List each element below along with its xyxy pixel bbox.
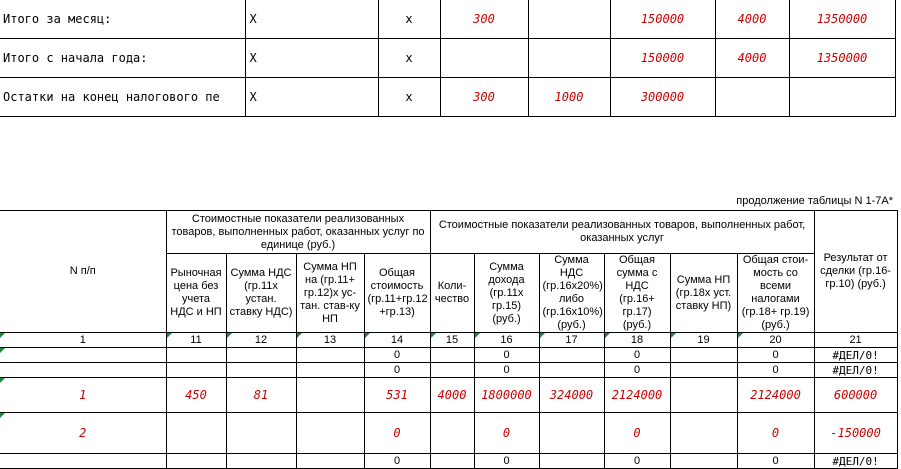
header-col-15[interactable]: Коли-чество (430, 254, 474, 333)
cell-value[interactable]: 4000 (715, 0, 789, 39)
cell-21[interactable]: -150000 (814, 413, 897, 454)
cell-value[interactable]: 150000 (610, 39, 715, 78)
header-result[interactable]: Результат от сделки (гр.16-гр.10) (руб.) (814, 211, 897, 333)
table-row (0, 378, 897, 413)
cell-value[interactable] (440, 39, 528, 78)
cell-21[interactable]: #ДЕЛ/0! (814, 363, 897, 378)
header-col-14[interactable]: Общая стоимость (гр.11+гр.12 +гр.13) (364, 254, 430, 333)
header-col-12[interactable]: Сумма НДС (гр.11х устан. ставку НДС) (226, 254, 296, 333)
cell-value[interactable] (528, 0, 610, 39)
cell-18[interactable]: 0 (604, 363, 670, 378)
cell-11[interactable] (166, 348, 226, 363)
col-number[interactable]: 17 (539, 333, 604, 348)
cell-20[interactable]: 0 (737, 348, 814, 363)
cell-x[interactable]: x (378, 78, 440, 117)
header-col-11[interactable]: Рыночная цена без учета НДС и НП (166, 254, 226, 333)
cell-value[interactable]: 150000 (610, 0, 715, 39)
cell-16[interactable]: 0 (474, 454, 539, 469)
header-row-groups (0, 211, 897, 254)
cell-15[interactable] (430, 454, 474, 469)
col-number[interactable]: 18 (604, 333, 670, 348)
cell-14[interactable]: 0 (364, 363, 430, 378)
cell-17[interactable] (539, 363, 604, 378)
cell-x[interactable]: X (245, 78, 378, 117)
cell-13[interactable] (296, 378, 364, 413)
cell-14[interactable]: 0 (364, 348, 430, 363)
col-number[interactable]: 1 (0, 333, 166, 348)
summary-row-balance (0, 78, 895, 117)
header-col-20[interactable]: Общая стои-мость со всеми налогами (гр.18+ гр.19) (руб.) (737, 254, 814, 333)
header-col-18[interactable]: Общая сумма с НДС (гр.16+ гр.17) (руб.) (604, 254, 670, 333)
cell-x[interactable]: X (245, 0, 378, 39)
cell-value[interactable] (789, 78, 895, 117)
cell-value[interactable]: 4000 (715, 39, 789, 78)
cell-15[interactable]: 4000 (430, 378, 474, 413)
cell-12[interactable] (226, 363, 296, 378)
cell-14[interactable]: 0 (364, 413, 430, 454)
cell-14[interactable]: 531 (364, 378, 430, 413)
header-npp[interactable]: N п/п (0, 211, 166, 333)
cell-18[interactable]: 0 (604, 413, 670, 454)
cell-13[interactable] (296, 454, 364, 469)
cell-16[interactable]: 0 (474, 413, 539, 454)
cell-20[interactable]: 0 (737, 363, 814, 378)
cell-13[interactable] (296, 348, 364, 363)
cell-14[interactable]: 0 (364, 454, 430, 469)
cell-18[interactable]: 0 (604, 454, 670, 469)
cell-n[interactable]: 2 (0, 413, 166, 454)
cell-12[interactable] (226, 454, 296, 469)
col-number[interactable]: 19 (670, 333, 737, 348)
table-continuation-note[interactable]: продолжение таблицы N 1-7А* (736, 195, 893, 207)
cell-20[interactable]: 0 (737, 413, 814, 454)
cell-n[interactable] (0, 454, 166, 469)
cell-12[interactable] (226, 348, 296, 363)
column-number-row (0, 333, 897, 348)
col-number[interactable]: 13 (296, 333, 364, 348)
col-number[interactable]: 11 (166, 333, 226, 348)
cell-20[interactable]: 2124000 (737, 378, 814, 413)
cell-20[interactable]: 0 (737, 454, 814, 469)
cell-21[interactable]: 600000 (814, 378, 897, 413)
cell-17[interactable]: 324000 (539, 378, 604, 413)
cell-value[interactable]: 300 (440, 0, 528, 39)
cell-16[interactable]: 0 (474, 363, 539, 378)
cell-value[interactable] (528, 39, 610, 78)
table-row (0, 348, 897, 363)
summary-table (0, 0, 896, 117)
cell-value[interactable]: 1350000 (789, 0, 895, 39)
cell-11[interactable] (166, 413, 226, 454)
cell-value[interactable]: 1350000 (789, 39, 895, 78)
cell-value[interactable]: 1000 (528, 78, 610, 117)
cell-x[interactable]: x (378, 0, 440, 39)
cell-n[interactable]: 1 (0, 378, 166, 413)
cell-x[interactable]: X (245, 39, 378, 78)
cell-value[interactable]: 300000 (610, 78, 715, 117)
cell-13[interactable] (296, 363, 364, 378)
cell-16[interactable]: 1800000 (474, 378, 539, 413)
header-col-13[interactable]: Сумма НП на (гр.11+ гр.12)х ус-тан. став-ку НП (296, 254, 364, 333)
cell-21[interactable]: #ДЕЛ/0! (814, 454, 897, 469)
cell-18[interactable]: 0 (604, 348, 670, 363)
table-row (0, 363, 897, 378)
col-number[interactable]: 16 (474, 333, 539, 348)
col-number[interactable]: 12 (226, 333, 296, 348)
cell-12[interactable] (226, 413, 296, 454)
row-label[interactable]: Остатки на конец налогового пе (0, 78, 245, 117)
summary-row-month (0, 0, 895, 39)
cell-n[interactable] (0, 363, 166, 378)
row-label[interactable]: Итого с начала года: (0, 39, 245, 78)
cell-x[interactable]: x (378, 39, 440, 78)
cell-11[interactable] (166, 454, 226, 469)
cell-19[interactable] (670, 378, 737, 413)
cell-19[interactable] (670, 348, 737, 363)
detail-table (0, 210, 898, 469)
col-number[interactable]: 15 (430, 333, 474, 348)
cell-value[interactable] (715, 78, 789, 117)
cell-n[interactable] (0, 348, 166, 363)
cell-17[interactable] (539, 454, 604, 469)
col-number[interactable]: 21 (814, 333, 897, 348)
table-row (0, 454, 897, 469)
col-number[interactable]: 14 (364, 333, 430, 348)
cell-17[interactable] (539, 413, 604, 454)
table-row (0, 413, 897, 454)
row-label[interactable]: Итого за месяц: (0, 0, 245, 39)
cell-15[interactable] (430, 363, 474, 378)
cell-21[interactable]: #ДЕЛ/0! (814, 348, 897, 363)
header-group-total[interactable]: Стоимостные показатели реализованных товаров, выполненных работ, оказанных услуг (430, 211, 814, 254)
cell-17[interactable] (539, 348, 604, 363)
cell-12[interactable]: 81 (226, 378, 296, 413)
cell-15[interactable] (430, 413, 474, 454)
cell-11[interactable] (166, 363, 226, 378)
cell-15[interactable] (430, 348, 474, 363)
cell-16[interactable]: 0 (474, 348, 539, 363)
cell-19[interactable] (670, 454, 737, 469)
cell-value[interactable]: 300 (440, 78, 528, 117)
header-group-unit[interactable]: Стоимостные показатели реализованных товаров, выполненных работ, оказанных услуг по единице (руб.) (166, 211, 430, 254)
cell-11[interactable]: 450 (166, 378, 226, 413)
cell-18[interactable]: 2124000 (604, 378, 670, 413)
cell-19[interactable] (670, 363, 737, 378)
cell-19[interactable] (670, 413, 737, 454)
summary-row-year (0, 39, 895, 78)
header-col-17[interactable]: Сумма НДС (гр.16х20%) либо (гр.16х10%) (руб.) (539, 254, 604, 333)
header-col-19[interactable]: Сумма НП (гр.18х уст. ставку НП) (670, 254, 737, 333)
col-number[interactable]: 20 (737, 333, 814, 348)
header-col-16[interactable]: Сумма дохода (гр.11х гр.15) (руб.) (474, 254, 539, 333)
cell-13[interactable] (296, 413, 364, 454)
